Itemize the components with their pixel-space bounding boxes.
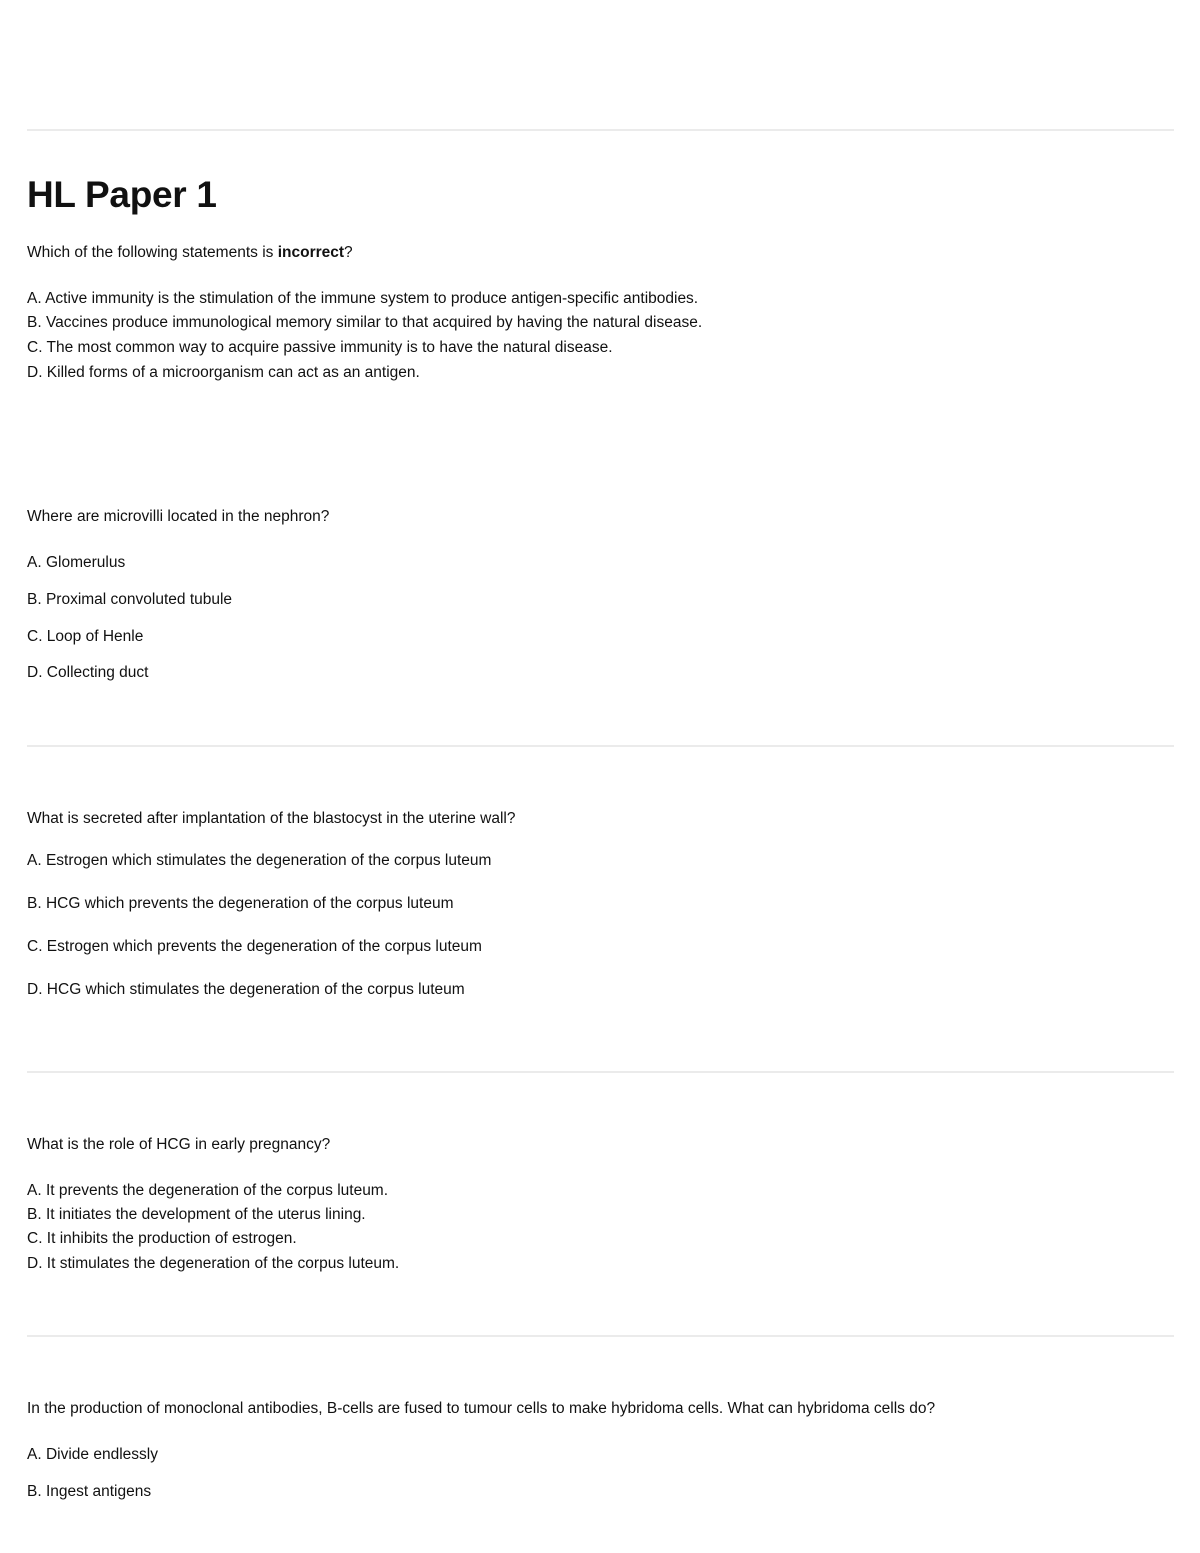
- question-2-option-c: C. Loop of Henle: [27, 628, 144, 645]
- page-title: HL Paper 1: [27, 174, 217, 215]
- question-1-option-c: C. The most common way to acquire passive immunity is to have the natural disease.: [27, 339, 613, 356]
- question-1-prompt-start: Which of the following statements is: [27, 244, 278, 261]
- question-5-option-b: B. Ingest antigens: [27, 1483, 152, 1500]
- question-3-option-b: B. HCG which prevents the degeneration of the corpus luteum: [27, 895, 454, 912]
- question-2-prompt: Where are microvilli located in the nephron?: [27, 508, 330, 525]
- question-4-prompt: What is the role of HCG in early pregnancy?: [27, 1136, 331, 1153]
- question-1-prompt: [27, 243, 353, 263]
- question-4-option-b: B. It initiates the development of the uterus lining.: [27, 1206, 366, 1223]
- question-5-prompt: In the production of monoclonal antibodies, B-cells are fused to tumour cells to make hybridoma cells. What can hybridoma cells do?: [27, 1400, 936, 1417]
- question-3-option-c: C. Estrogen which prevents the degeneration of the corpus luteum: [27, 938, 482, 955]
- question-4-option-a: A. It prevents the degeneration of the corpus luteum.: [27, 1182, 389, 1199]
- section-divider-2: [27, 1071, 1174, 1073]
- question-1-option-a: A. Active immunity is the stimulation of the immune system to produce antigen-specific antibodies.: [27, 290, 699, 307]
- top-divider: [27, 129, 1174, 131]
- question-3-prompt: What is secreted after implantation of the blastocyst in the uterine wall?: [27, 810, 516, 827]
- question-1-option-b: B. Vaccines produce immunological memory similar to that acquired by having the natural disease.: [27, 314, 703, 331]
- section-divider-1: [27, 745, 1174, 747]
- question-2-option-d: D. Collecting duct: [27, 664, 149, 681]
- question-1-prompt-end: ?: [344, 244, 353, 261]
- question-5-option-a: A. Divide endlessly: [27, 1446, 158, 1463]
- question-3-option-d: D. HCG which stimulates the degeneration of the corpus luteum: [27, 981, 465, 998]
- question-2-option-a: A. Glomerulus: [27, 554, 126, 571]
- question-1-option-d: D. Killed forms of a microorganism can act as an antigen.: [27, 364, 420, 381]
- question-4-option-d: D. It stimulates the degeneration of the corpus luteum.: [27, 1255, 400, 1272]
- section-divider-3: [27, 1335, 1174, 1337]
- question-1-prompt-emphasis: incorrect: [277, 244, 345, 261]
- question-2-option-b: B. Proximal convoluted tubule: [27, 591, 233, 608]
- question-3-option-a: A. Estrogen which stimulates the degeneration of the corpus luteum: [27, 852, 492, 869]
- question-4-option-c: C. It inhibits the production of estrogen.: [27, 1230, 297, 1247]
